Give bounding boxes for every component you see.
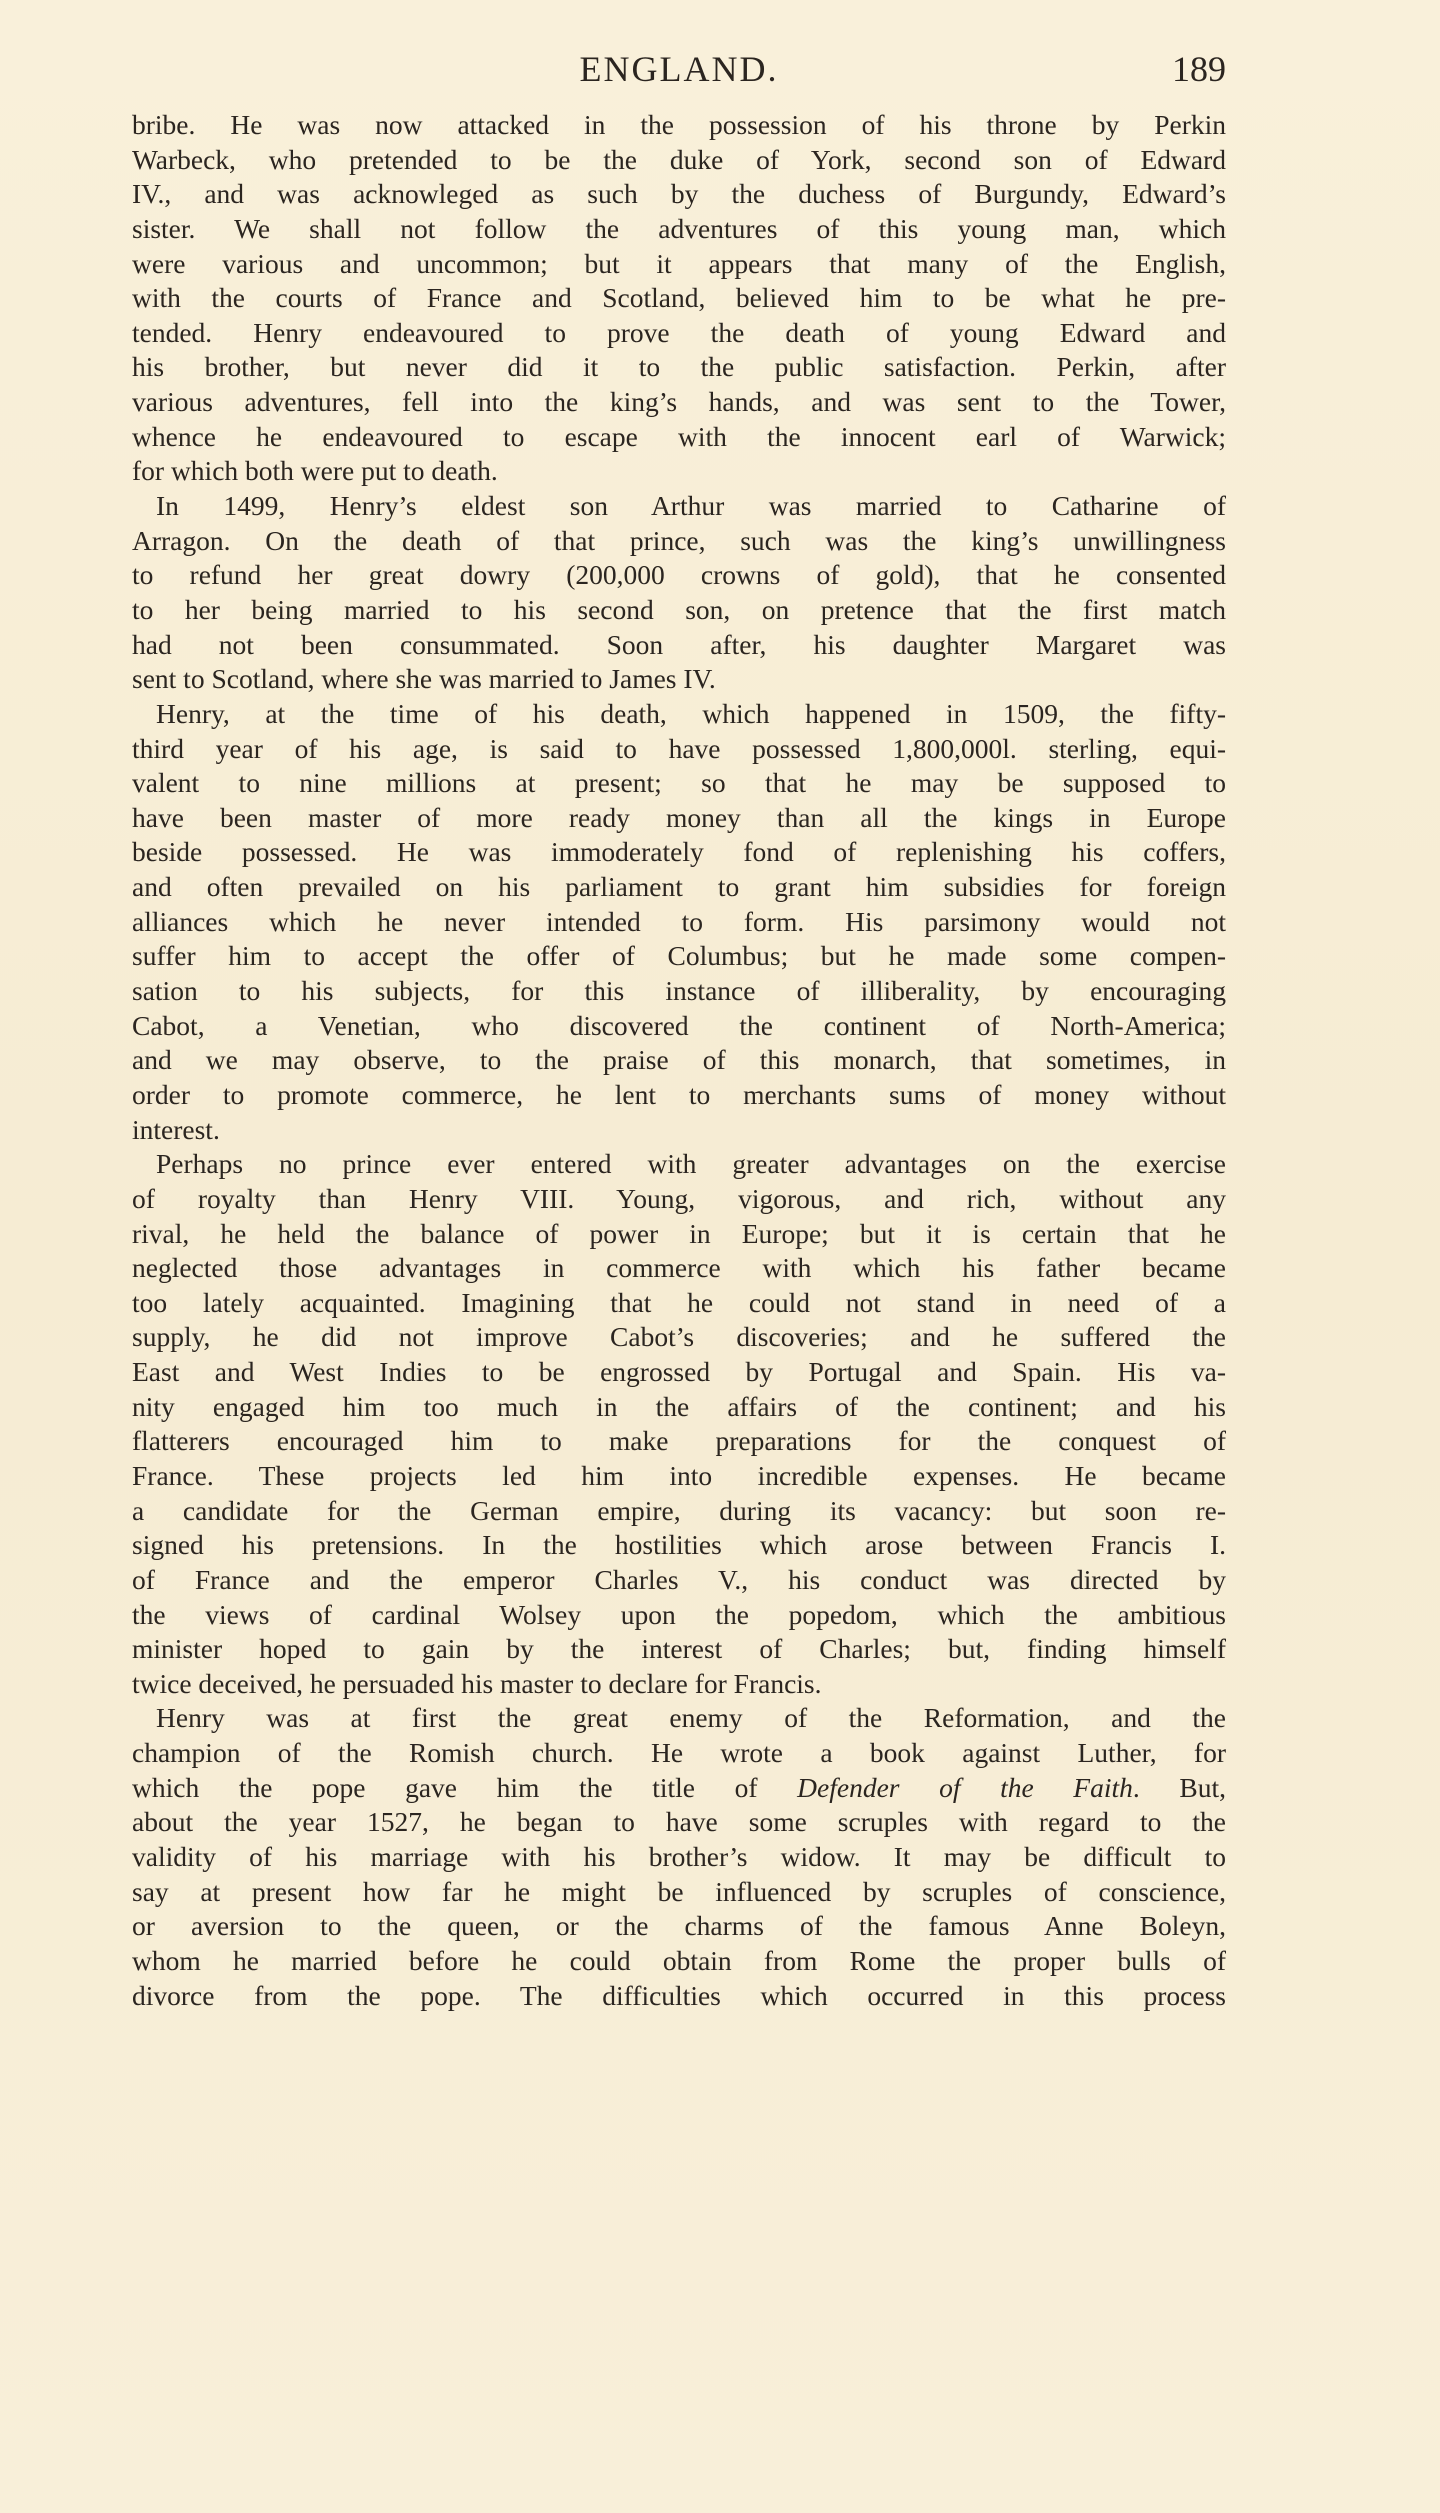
text-line: Warbeck, who pretended to be the duke of York, second son of Edward [132,143,1226,175]
text-line: and we may observe, to the praise of this monarch, that sometimes, in [132,1044,1226,1076]
text-line: or aversion to the queen, or the charms of the famous Anne Boleyn, [132,1910,1226,1942]
text-line: third year of his age, is said to have possessed 1,800,000l. sterling, equi- [132,732,1226,764]
text-line: for which both were put to death. [132,455,498,487]
text-line: tended. Henry endeavoured to prove the death of young Edward and [132,316,1226,348]
text-line: about the year 1527, he began to have some scruples with regard to the [132,1806,1226,1838]
text-line: valent to nine millions at present; so that he may be supposed to [132,767,1226,799]
running-head [132,44,1226,94]
text-line: supply, he did not improve Cabot’s discoveries; and he suffered the [132,1321,1226,1353]
text-line: Arragon. On the death of that prince, such was the king’s unwillingness [132,524,1226,556]
text-line: whom he married before he could obtain from Rome the proper bulls of [132,1944,1226,1976]
text-line: twice deceived, he persuaded his master to declare for Francis. [132,1667,822,1699]
text-line: of royalty than Henry VIII. Young, vigorous, and rich, without any [132,1182,1226,1214]
text-line: signed his pretensions. In the hostilities which arose between Francis I. [132,1529,1226,1561]
text-line: Perhaps no prince ever entered with greater advantages on the exercise [156,1148,1226,1180]
text-line: East and West Indies to be engrossed by Portugal and Spain. His va- [132,1356,1226,1388]
text-line: champion of the Romish church. He wrote a book against Luther, for [132,1737,1226,1769]
text-line: his brother, but never did it to the public satisfaction. Perkin, after [132,351,1226,383]
text-line: validity of his marriage with his brother’s widow. It may be difficult to [132,1841,1226,1873]
text-line: bribe. He was now attacked in the possession of his throne by Perkin [132,109,1226,140]
text-line: beside possessed. He was immoderately fond of replenishing his coffers, [132,836,1226,868]
text-line: to her being married to his second son, on pretence that the first match [132,593,1226,625]
text-line: to refund her great dowry (200,000 crowns of gold), that he consented [132,559,1226,591]
text-line: whence he endeavoured to escape with the innocent earl of Warwick; [132,420,1226,452]
text-line: Cabot, a Venetian, who discovered the continent of North-America; [132,1009,1226,1041]
text-line: order to promote commerce, he lent to merchants sums of money without [132,1078,1226,1110]
text-line: minister hoped to gain by the interest of Charles; but, finding himself [132,1633,1226,1665]
text-line: France. These projects led him into incredible expenses. He became [132,1459,1226,1491]
text-line: alliances which he never intended to form. His parsimony would not [132,905,1226,937]
text-line: the views of cardinal Wolsey upon the popedom, which the ambitious [132,1598,1226,1630]
text-line: Henry, at the time of his death, which happened in 1509, the fifty- [156,697,1226,729]
text-line: divorce from the pope. The difficulties which occurred in this process [132,1979,1226,2011]
text-line: In 1499, Henry’s eldest son Arthur was married to Catharine of [156,490,1226,522]
text-line: were various and uncommon; but it appears that many of the English, [132,247,1226,279]
text-line: nity engaged him too much in the affairs of the continent; and his [132,1390,1226,1422]
text-line: IV., and was acknowleged as such by the duchess of Burgundy, Edward’s [132,178,1226,210]
text-line: sister. We shall not follow the adventures of this young man, which [132,212,1226,244]
text-line: and often prevailed on his parliament to grant him subsidies for foreign [132,871,1226,903]
text-line: rival, he held the balance of power in Europe; but it is certain that he [132,1217,1226,1249]
text-line: interest. [132,1113,220,1145]
text-line: which the pope gave him the title of Defender of the Faith. But, [132,1771,1226,1803]
text-line: have been master of more ready money than all the kings in Europe [132,801,1226,833]
text-line: flatterers encouraged him to make preparations for the conquest of [132,1425,1226,1457]
text-line: say at present how far he might be influenced by scruples of conscience, [132,1875,1226,1907]
running-title: ENGLAND. [579,49,779,89]
text-line: neglected those advantages in commerce with which his father became [132,1252,1226,1284]
text-line: Henry was at first the great enemy of the Reformation, and the [156,1702,1226,1734]
italic-title: Defender of the Faith [797,1771,1133,1803]
text-line: with the courts of France and Scotland, believed him to be what he pre- [132,282,1226,314]
text-line: sent to Scotland, where she was married to James IV. [132,663,716,695]
page-number: 189 [1172,49,1226,89]
text-line: suffer him to accept the offer of Columbus; but he made some compen- [132,940,1226,972]
text-line: a candidate for the German empire, during its vacancy: but soon re- [132,1494,1226,1526]
text-line: various adventures, fell into the king’s hands, and was sent to the Tower, [132,386,1226,418]
text-line: sation to his subjects, for this instance of illiberality, by encouraging [132,975,1226,1007]
text-line: had not been consummated. Soon after, his daughter Margaret was [132,628,1226,660]
body-text [132,108,1226,2013]
text-line: too lately acquainted. Imagining that he could not stand in need of a [132,1286,1226,1318]
text-line: of France and the emperor Charles V., his conduct was directed by [132,1563,1226,1595]
